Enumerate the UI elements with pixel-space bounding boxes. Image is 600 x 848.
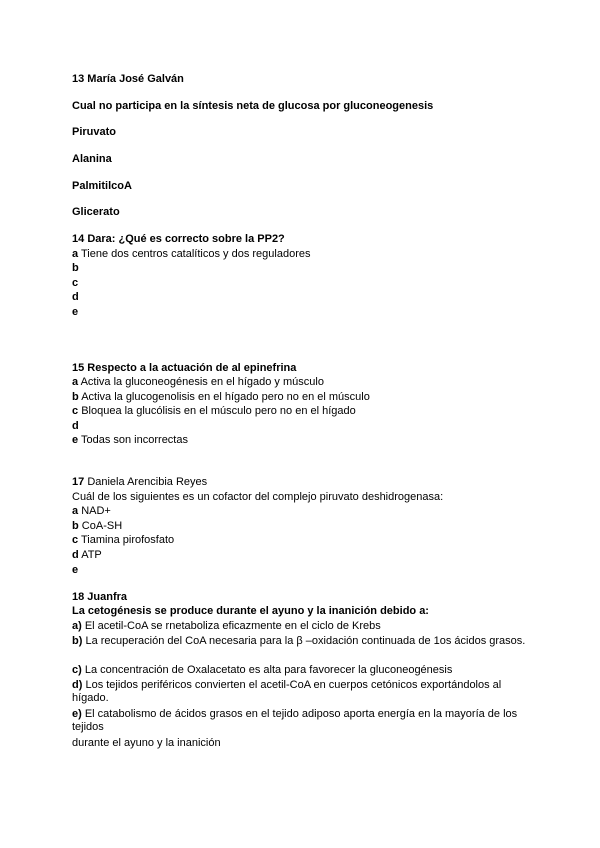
q13-option-4: Glicerato (72, 206, 120, 218)
option-letter: e) (72, 708, 82, 720)
q13-header: 13 María José Galván (72, 73, 184, 85)
q18-continuation: durante el ayuno y la inanición (72, 737, 221, 749)
option-text: Activa la glucogenolisis en el hígado pero no en el músculo (81, 391, 370, 403)
option-letter: c) (72, 664, 82, 676)
q14-option-e: e (72, 306, 79, 318)
option-text: ATP (81, 549, 102, 561)
q14-number: 14 (72, 233, 85, 245)
q18-option-e (72, 708, 528, 734)
option-text: El catabolismo de ácidos grasos en el tejido adiposo aporta energía en la mayoría de los tejidos (72, 708, 518, 733)
option-letter: c (72, 534, 79, 546)
option-letter: a (72, 248, 79, 260)
q17-number: 17 (72, 476, 85, 488)
q15-option-c (72, 405, 356, 418)
option-letter: d) (72, 679, 83, 691)
option-letter: b (72, 520, 79, 532)
q13-question: Cual no participa en la síntesis neta de glucosa por gluconeogenesis (72, 100, 434, 112)
option-text: La concentración de Oxalacetato es alta para favorecer la gluconeogénesis (84, 664, 453, 676)
q17-header (72, 476, 207, 489)
q18-header: 18 Juanfra (72, 591, 128, 603)
option-text: CoA-SH (81, 520, 123, 532)
q17-name: Daniela Arencibia Reyes (87, 476, 208, 488)
q15-option-e (72, 434, 188, 447)
q14-title: Dara: ¿Qué es correcto sobre la PP2? (87, 233, 285, 245)
option-text: Tiene dos centros catalíticos y dos reguladores (80, 248, 311, 260)
option-text: Bloquea la glucólisis en el músculo pero no en el hígado (81, 405, 356, 417)
q17-question: Cuál de los siguientes es un cofactor del complejo piruvato deshidrogenasa: (72, 491, 444, 503)
option-letter: a (72, 376, 79, 388)
option-text: Los tejidos periféricos convierten el acetil-CoA en cuerpos cetónicos exportándolos al hígado. (72, 679, 502, 704)
q18-question: La cetogénesis se produce durante el ayuno y la inanición debido a: (72, 605, 429, 617)
q15-option-b (72, 391, 370, 404)
q18-option-d (72, 679, 528, 705)
q17-option-b (72, 520, 122, 533)
option-letter: e (72, 434, 79, 446)
option-letter: d (72, 549, 79, 561)
q18-option-a (72, 620, 381, 633)
option-letter: a) (72, 620, 82, 632)
q18-option-b (72, 635, 528, 648)
q14-option-d: d (72, 291, 79, 303)
q18-option-c (72, 664, 452, 677)
option-text: NAD+ (81, 505, 111, 517)
q13-option-3: PalmitilcoA (72, 180, 132, 192)
option-letter: b) (72, 635, 83, 647)
q13-option-2: Alanina (72, 153, 112, 165)
q14-option-c: c (72, 277, 79, 289)
option-text: Tiamina pirofosfato (80, 534, 175, 546)
option-letter: b (72, 391, 79, 403)
q15-header: 15 Respecto a la actuación de al epinefrina (72, 362, 297, 374)
q17-option-d (72, 549, 102, 562)
option-text: La recuperación del CoA necesaria para la β –oxidación continuada de 1os ácidos grasos. (85, 635, 526, 647)
q17-option-a (72, 505, 111, 518)
option-letter: a (72, 505, 79, 517)
option-text: El acetil-CoA se rnetaboliza eficazmente en el ciclo de Krebs (84, 620, 381, 632)
q14-header (72, 233, 285, 246)
q15-option-a (72, 376, 324, 389)
option-text: Todas son incorrectas (80, 434, 188, 446)
q17-option-e: e (72, 564, 79, 576)
q15-option-d: d (72, 420, 79, 432)
option-text: Activa la gluconeogénesis en el hígado y músculo (80, 376, 324, 388)
option-letter: c (72, 405, 79, 417)
q14-option-a (72, 248, 310, 261)
q17-option-c (72, 534, 174, 547)
q14-option-b: b (72, 262, 79, 274)
q13-option-1: Piruvato (72, 126, 117, 138)
